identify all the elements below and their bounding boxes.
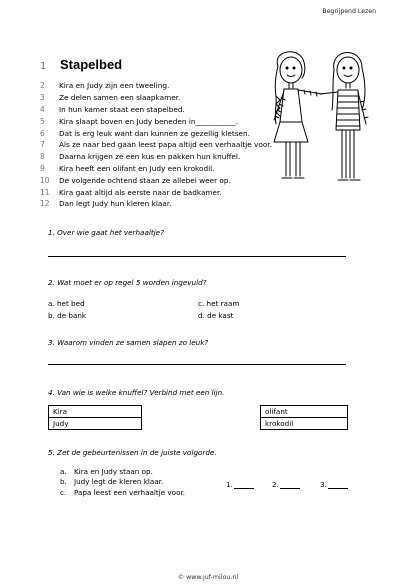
line-number: 12 [40, 199, 50, 209]
line-number: 3 [40, 93, 45, 103]
order-blank-1[interactable] [226, 480, 254, 489]
match-krokodil[interactable]: krokodil [261, 417, 347, 429]
event-text: Kira en Judy staan op. [74, 466, 153, 476]
story-line [40, 127, 272, 139]
order-blank-underline [328, 480, 348, 489]
event-list [60, 466, 185, 498]
question-2-text: 2. Wat moet er op regel 5 worden ingevuld? [48, 278, 207, 287]
line-number: 10 [40, 175, 50, 185]
match-name-kira[interactable]: Kira [53, 407, 68, 416]
event-letter: c. [60, 487, 67, 497]
footer-credit: © www.juf-milou.nl [177, 574, 239, 581]
story-line [40, 151, 272, 163]
line-number: 11 [40, 187, 50, 197]
story-line [40, 186, 272, 198]
story-line [40, 139, 272, 151]
event-letter: a. [60, 466, 67, 476]
worksheet-category-label: Begrijpend Lezen [322, 8, 376, 15]
option-a[interactable]: a. het bed [48, 299, 85, 308]
match-right-box [260, 405, 348, 430]
line-number: 9 [40, 163, 45, 173]
order-blank-underline [234, 480, 254, 489]
order-blank-label: 2. [272, 480, 279, 489]
line-text: De volgende ochtend staan ze allebei weer op. [59, 175, 231, 185]
option-c[interactable]: c. het raam [198, 299, 240, 308]
story-title-row [40, 57, 122, 72]
order-blank-underline [280, 480, 300, 489]
question-1-text: 1. Over wie gaat het verhaaltje? [48, 228, 164, 237]
line-text: Kira en Judy zijn een tweeling. [59, 81, 170, 91]
option-d[interactable]: d. de kast [198, 311, 234, 320]
event-text: Judy legt de kleren klaar. [74, 477, 164, 487]
order-blank-3[interactable] [320, 480, 348, 489]
option-b[interactable]: b. de bank [48, 311, 87, 320]
match-olifant[interactable]: olifant [265, 407, 288, 416]
twin-girls-illustration [262, 44, 382, 200]
line-text: Als ze naar bed gaan leest papa altijd een verhaaltje voor. [59, 140, 272, 150]
line-number: 6 [40, 128, 45, 138]
match-left-box [48, 405, 142, 430]
line-text: Daarna krijgen ze een kus en pakken hun knuffel. [59, 152, 241, 162]
line-number: 5 [40, 116, 45, 126]
line-number: 2 [40, 81, 45, 91]
story-line [40, 163, 272, 175]
story-title: Stapelbed [60, 57, 123, 72]
order-blank-label: 3. [320, 480, 327, 489]
question-3-text: 3. Waarom vinden ze samen slapen zo leuk? [48, 338, 209, 347]
order-blank-label: 1. [226, 480, 233, 489]
line-text: Dat is erg leuk want dan kunnen ze gezellig kletsen. [59, 128, 250, 138]
event-item [60, 487, 185, 498]
story-lines [40, 80, 272, 210]
question-3-answer-line[interactable] [48, 364, 346, 365]
line-text: Kira slaapt boven en Judy beneden in___________. [59, 116, 238, 126]
story-line [40, 80, 272, 92]
story-line [40, 92, 272, 104]
event-letter: b. [60, 477, 67, 487]
line-number: 8 [40, 152, 45, 162]
story-line [40, 104, 272, 116]
line-text: Kira heeft een olifant en Judy een krokodil. [59, 163, 215, 173]
line-text: Kira gaat altijd als eerste naar de badkamer. [59, 187, 222, 197]
match-name-judy[interactable]: Judy [49, 417, 141, 429]
title-line-number: 1 [40, 61, 47, 72]
question-1-answer-line[interactable] [48, 256, 346, 257]
order-blank-2[interactable] [272, 480, 300, 489]
story-line [40, 115, 272, 127]
event-item [60, 477, 185, 488]
line-text: Dan legt Judy hun kleren klaar. [59, 199, 172, 209]
story-line [40, 198, 272, 210]
line-number: 4 [40, 104, 45, 114]
event-text: Papa leest een verhaaltje voor. [74, 487, 186, 497]
event-item [60, 466, 185, 477]
line-text: In hun kamer staat een stapelbed. [59, 104, 185, 114]
story-line [40, 174, 272, 186]
line-text: Ze delen samen een slaapkamer. [59, 93, 181, 103]
question-4-text: 4. Van wie is welke knuffel? Verbind met een lijn. [48, 388, 225, 397]
question-5-text: 5. Zet de gebeurtenissen in de juiste volgorde. [48, 448, 217, 457]
line-number: 7 [40, 140, 45, 150]
